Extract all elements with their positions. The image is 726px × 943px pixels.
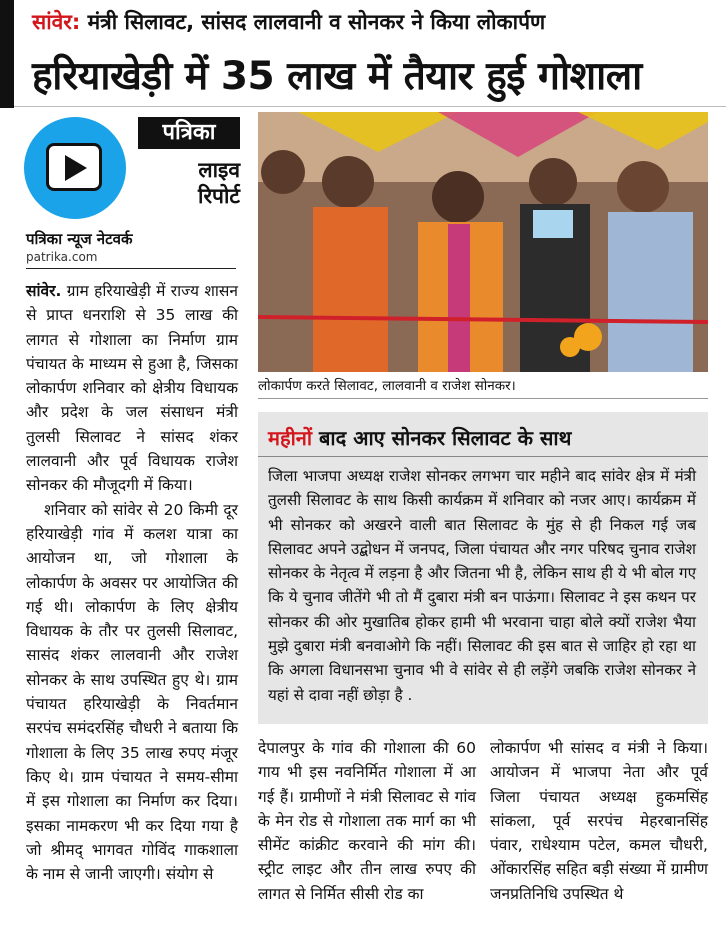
kicker: [32, 8, 545, 36]
sidebar-title-highlight: महीनों: [268, 426, 313, 450]
sidebar-divider: [258, 456, 708, 457]
sidebar-box: [258, 412, 708, 724]
sidebar-body: [268, 464, 696, 707]
brand-name: पत्रिका: [138, 117, 240, 149]
column-2-text: देपालपुर के गांव की गोशाला की 60 गाय भी इस नवनिर्मित गोशाला में आ गई हैं। ग्रामीणों ने मंत्री सिलावट से गांव के मेन रोड से गोशाला तक मार्ग का भी सीमेंट कांक्रीट करवाने की मांग की। स्ट्रीट लाइट और तीन लाख रुपए की लागत से निर्मित सीसी रोड का: [258, 739, 476, 903]
sidebar-title-rest: बाद आए सोनकर सिलावट के साथ: [319, 426, 572, 450]
caption-divider: [258, 398, 708, 399]
photo-caption: लोकार्पण करते सिलावट, लालवानी व राजेश सोनकर।: [258, 378, 516, 394]
photo-illustration: [258, 112, 708, 372]
live-report-label: [132, 157, 240, 209]
patrika-live-logo: [20, 117, 240, 227]
paragraph-1-text: ग्राम हरियाखेड़ी में राज्य शासन से प्राप्त धनराशि से 35 लाख की लागत से गोशाला का निर्माण ग्राम पंचायत के माध्यम से हुआ है, जिसका लोकार्पण शनिवार को क्षेत्रीय विधायक और प्रदेश के जल संसाधन मंत्री तुलसी सिलावट ने सांसद शंकर लालवानी और पूर्व विधायक राजेश सोनकर की मौजूदगी में किया।: [26, 282, 238, 495]
live-line-2: रिपोर्ट: [198, 184, 240, 208]
byline-url: patrika.com: [26, 250, 98, 264]
byline-divider: [26, 268, 236, 269]
header-divider: [14, 106, 726, 107]
sidebar-paragraph: जिला भाजपा अध्यक्ष राजेश सोनकर लगभग चार महीने बाद सांवेर क्षेत्र में मंत्री तुलसी सिलावट के साथ किसी कार्यक्रम में शनिवार को नजर आए। कार्यक्रम में भी सोनकर को अखरने वाली बात सिलावट के मुंह से ही निकल गई जब सिलावट अपने उद्बोधन में जनपद, जिला पंचायत और नगर परिषद चुनाव राजेश सोनकर के नेतृत्व में लड़ना है और जितना भी है, लेकिन साथ ही ये भी बोल गए कि ये चुनाव जीतेंगे भी तो मैं दुबारा मंत्री बन पाऊंगा। सिलावट ने इस कथन पर सोनकर की ओर मुखातिब होकर हामी भी भरवाना चाहा बोले क्यों राजेश भैया मुझे दुबारा मंत्री बनवाओगे कि नहीं। सिलावट की इस बात से जाहिर हो रहा था कि अगला विधानसभा चुनाव भी वे सांवेर से ही लड़ेंगे जबकि राजेश सोनकर ने यहां से दावा नहीं छोड़ा है .: [268, 467, 696, 704]
kicker-text: मंत्री सिलावट, सांसद लालवानी व सोनकर ने किया लोकार्पण: [87, 10, 546, 34]
header-black-bar: [0, 0, 14, 108]
play-icon: [46, 143, 102, 191]
dateline: सांवेर.: [26, 282, 62, 300]
article-paragraph-1: [26, 279, 238, 498]
sidebar-title: [268, 424, 571, 451]
byline-network: पत्रिका न्यूज नेटवर्क: [26, 230, 133, 248]
kicker-place: सांवेर:: [32, 10, 81, 34]
live-line-1: लाइव: [198, 158, 240, 182]
column-3-text: लोकार्पण भी सांसद व मंत्री ने किया। आयोजन में भाजपा नेता और पूर्व जिला पंचायत अध्यक्ष हुकमसिंह सांकला, पूर्व सरपंच मेहरबानसिंह पंवार, राधेश्याम पटेल, कमल चौधरी, ओंकारसिंह सहित बड़ी संख्या में ग्रामीण जनप्रतिनिधि उपस्थित थे: [490, 739, 708, 903]
news-photo: [258, 112, 708, 372]
article-column-3: [490, 736, 708, 906]
headline: हरियाखेड़ी में 35 लाख में तैयार हुई गोशाला: [32, 54, 642, 99]
article-paragraph-2: शनिवार को सांवेर से 20 किमी दूर हरियाखेड़ी गांव में कलश यात्रा का आयोजन था, जो गोशाला के लोकार्पण के अवसर पर आयोजित की गई थी। लोकार्पण के लिए क्षेत्रीय विधायक के तौर पर तुलसी सिलावट, सासंद शंकर लालवानी और राजेश सोनकर के साथ उपस्थित हुए थे। ग्राम पंचायत हरियाखेड़ी के निवर्तमान सरपंच समंदरसिंह चौधरी ने बताया कि गोशाला के लिए 35 लाख रुपए मंजूर किए थे। ग्राम पंचायत ने समय-सीमा में इस गोशाला का निर्माण कर दिया। इसका नामकरण भी कर दिया गया है जो श्रीमद् भागवत गोविंद गाकशाला के नाम से जानी जाएगी। संयोग से: [26, 500, 238, 884]
play-badge: [24, 117, 126, 219]
article-column-2: [258, 736, 476, 906]
article-column-1: [26, 279, 238, 886]
